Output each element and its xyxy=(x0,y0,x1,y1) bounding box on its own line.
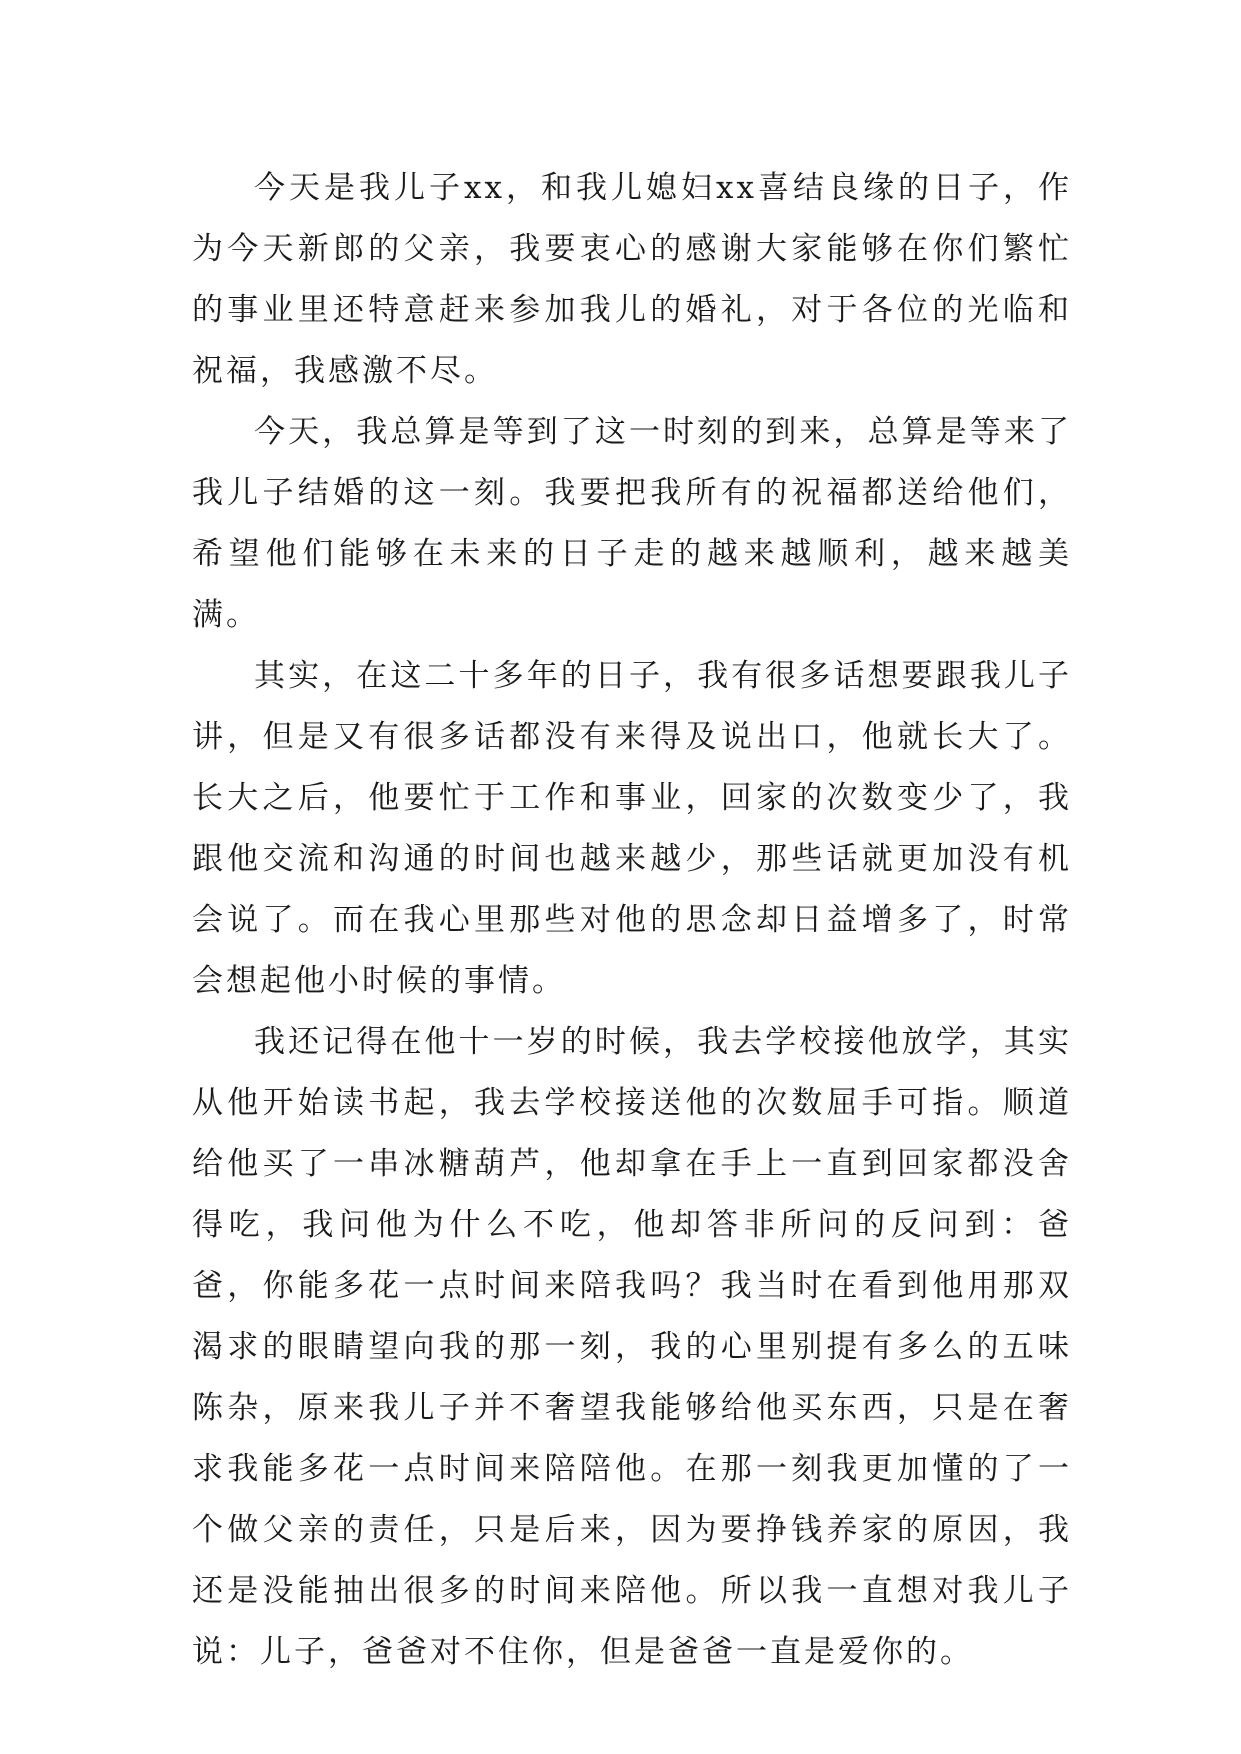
paragraph-2: 今天，我总算是等到了这一时刻的到来，总算是等来了我儿子结婚的这一刻。我要把我所有的祝福都送给他们，希望他们能够在未来的日子走的越来越顺利，越来越美满。 xyxy=(192,414,1072,633)
paragraph-4: 我还记得在他十一岁的时候，我去学校接他放学，其实从他开始读书起，我去学校接送他的次数屈手可指。顺道给他买了一串冰糖葫芦，他却拿在手上一直到回家都没舍得吃，我问他为什么不吃，他却答非所问的反问到：爸爸，你能多花一点时间来陪我吗？我当时在看到他用那双渴求的眼睛望向我的那一刻，我的心里别提有多么的五味陈杂，原来我儿子并不奢望我能够给他买东西，只是在奢求我能多花一点时间来陪陪他。在那一刻我更加懂的了一个做父亲的责任，只是后来，因为要挣钱养家的原因，我还是没能抽出很多的时间来陪他。所以我一直想对我儿子说：儿子，爸爸对不住你，但是爸爸一直是爱你的。 xyxy=(192,1024,1072,1670)
document-body xyxy=(192,158,1072,1683)
paragraph-1: 今天是我儿子xx，和我儿媳妇xx喜结良缘的日子，作为今天新郎的父亲，我要衷心的感谢大家能够在你们繁忙的事业里还特意赶来参加我儿的婚礼，对于各位的光临和祝福，我感激不尽。 xyxy=(192,170,1072,389)
paragraph-3: 其实，在这二十多年的日子，我有很多话想要跟我儿子讲，但是又有很多话都没有来得及说出口，他就长大了。长大之后，他要忙于工作和事业，回家的次数变少了，我跟他交流和沟通的时间也越来越少，那些话就更加没有机会说了。而在我心里那些对他的思念却日益增多了，时常会想起他小时候的事情。 xyxy=(192,658,1072,999)
